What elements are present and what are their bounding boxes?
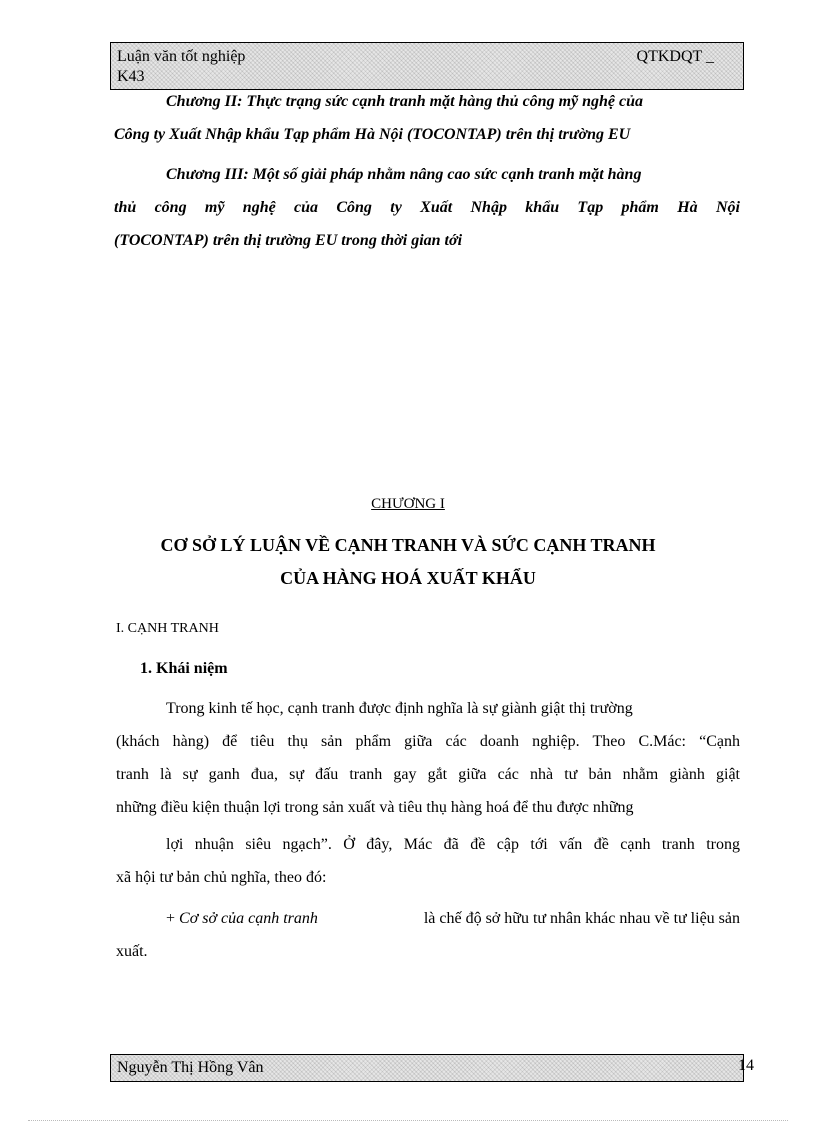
chapter-3-line-1: Chương III: Một số giải pháp nhằm nâng cao sức cạnh tranh mặt hàng bbox=[166, 166, 642, 183]
paragraph-line: những điều kiện thuận lợi trong sản xuất và tiêu thụ hàng hoá để thu được những bbox=[116, 799, 634, 816]
subsection-heading: 1. Khái niệm bbox=[140, 660, 228, 677]
chapter-3-line-2: thủ công mỹ nghệ của Công ty Xuất Nhập khẩu Tạp phẩm Hà Nội bbox=[114, 199, 740, 216]
bullet-italic-term: Cơ sở của cạnh tranh bbox=[179, 910, 318, 927]
chapter-3-line-3: (TOCONTAP) trên thị trường EU trong thời gian tới bbox=[114, 232, 463, 249]
chapter-2-line-2: Công ty Xuất Nhập khẩu Tạp phẩm Hà Nội (TOCONTAP) trên thị trường EU bbox=[114, 126, 631, 143]
paragraph-line: lợi nhuận siêu ngạch”. Ở đây, Mác đã đề cập tới vấn đề cạnh tranh trong bbox=[166, 836, 740, 853]
bullet-text: là chế độ sở hữu tư nhân khác nhau về tư liệu sản bbox=[423, 910, 740, 927]
section-heading: I. CẠNH TRANH bbox=[116, 621, 219, 636]
paragraph-line: xã hội tư bản chủ nghĩa, theo đó: bbox=[116, 869, 327, 886]
header-thesis-label: Luận văn tốt nghiệp bbox=[117, 48, 246, 65]
chapter-title-line-2: CỦA HÀNG HOÁ XUẤT KHẨU bbox=[280, 568, 536, 588]
chapter-2-line-1: Chương II: Thực trạng sức cạnh tranh mặt hàng thủ công mỹ nghệ của bbox=[166, 93, 644, 110]
bullet-symbol: + bbox=[166, 910, 176, 927]
page-footer bbox=[110, 1054, 744, 1082]
paragraph-line: tranh là sự ganh đua, sự đấu tranh gay gắt giữa các nhà tư bản nhằm giành giật bbox=[116, 766, 740, 783]
bullet-lead bbox=[166, 910, 318, 928]
header-class-code: K43 bbox=[117, 68, 145, 85]
page-header bbox=[110, 42, 744, 90]
paragraph-line: (khách hàng) để tiêu thụ sản phẩm giữa các doanh nghiệp. Theo C.Mác: “Cạnh bbox=[116, 733, 740, 750]
chapter-title-line-1: CƠ SỞ LÝ LUẬN VỀ CẠNH TRANH VÀ SỨC CẠNH TRANH bbox=[160, 535, 656, 555]
bullet-item bbox=[166, 910, 740, 928]
paragraph-line: Trong kinh tế học, cạnh tranh được định nghĩa là sự giành giật thị trường bbox=[166, 700, 633, 717]
header-course-code: QTKDQT _ bbox=[636, 48, 714, 65]
page-bottom-divider bbox=[28, 1120, 788, 1121]
page-number: 14 bbox=[738, 1057, 754, 1074]
author-name: Nguyễn Thị Hồng Vân bbox=[117, 1059, 264, 1076]
bullet-continuation: xuất. bbox=[116, 943, 148, 960]
chapter-label: CHƯƠNG I bbox=[371, 496, 445, 512]
